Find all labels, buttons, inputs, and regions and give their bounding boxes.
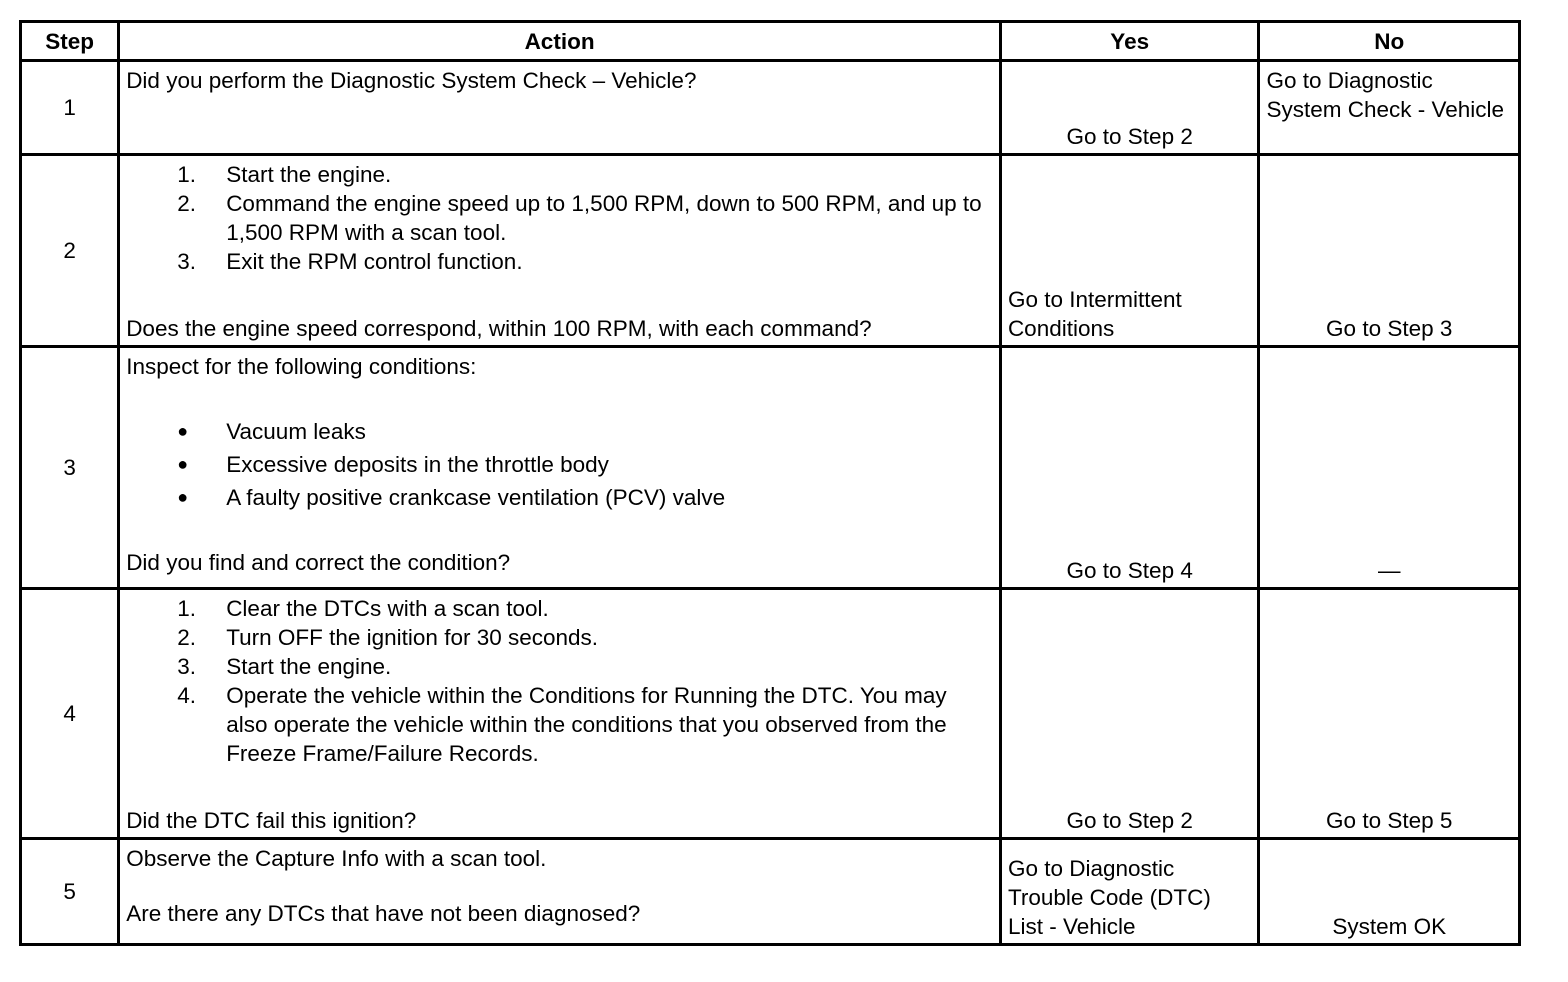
action-cell xyxy=(119,347,1001,589)
header-row xyxy=(21,22,1520,61)
no-cell: Go to Diagnostic System Check - Vehicle xyxy=(1259,61,1520,155)
list-item: 3. Start the engine. xyxy=(177,654,392,679)
list-item: 1. Start the engine. xyxy=(177,162,392,187)
list-item: ● Excessive deposits in the throttle body xyxy=(177,452,609,477)
action-cell xyxy=(119,155,1001,347)
list-item: 1. Clear the DTCs with a scan tool. xyxy=(177,596,549,621)
yes-cell: Go to Diagnostic Trouble Code (DTC) List - Vehicle xyxy=(1000,839,1259,945)
question-text: Did you find and correct the condition? xyxy=(126,550,511,575)
yes-cell: Go to Step 2 xyxy=(1000,589,1259,839)
condition-list xyxy=(126,415,993,514)
list-item: 2. Command the engine speed up to 1,500 RPM, down to 500 RPM, and up to 1,500 RPM with a scan tool. xyxy=(177,191,982,245)
instruction-list xyxy=(126,594,993,768)
list-item: 4. Operate the vehicle within the Conditions for Running the DTC. You may also operate the vehicle within the conditions that you observed from the Freeze Frame/Failure Records. xyxy=(177,683,947,766)
header-yes: Yes xyxy=(1000,22,1259,61)
list-item: ● Vacuum leaks xyxy=(177,419,366,444)
header-action: Action xyxy=(119,22,1001,61)
intro-text: Inspect for the following conditions: xyxy=(126,354,477,379)
question-text: Did the DTC fail this ignition? xyxy=(126,808,417,833)
question-text: Did you perform the Diagnostic System Check – Vehicle? xyxy=(126,68,697,93)
table-row xyxy=(21,839,1520,945)
list-item: 2. Turn OFF the ignition for 30 seconds. xyxy=(177,625,599,650)
no-cell: Go to Step 3 xyxy=(1259,155,1520,347)
step-number: 3 xyxy=(21,347,119,589)
table-row xyxy=(21,155,1520,347)
action-cell xyxy=(119,61,1001,155)
question-text: Are there any DTCs that have not been diagnosed? xyxy=(126,901,641,926)
yes-cell: Go to Step 2 xyxy=(1000,61,1259,155)
action-cell xyxy=(119,839,1001,945)
action-cell xyxy=(119,589,1001,839)
no-cell: System OK xyxy=(1259,839,1520,945)
table-row xyxy=(21,347,1520,589)
no-cell: — xyxy=(1259,347,1520,589)
intro-text: Observe the Capture Info with a scan tool. xyxy=(126,846,547,871)
no-cell: Go to Step 5 xyxy=(1259,589,1520,839)
header-no: No xyxy=(1259,22,1520,61)
table-row xyxy=(21,589,1520,839)
header-step: Step xyxy=(21,22,119,61)
list-item: ● A faulty positive crankcase ventilation (PCV) valve xyxy=(177,485,726,510)
step-number: 4 xyxy=(21,589,119,839)
yes-cell: Go to Step 4 xyxy=(1000,347,1259,589)
step-number: 5 xyxy=(21,839,119,945)
yes-cell: Go to Intermittent Conditions xyxy=(1000,155,1259,347)
table-row xyxy=(21,61,1520,155)
instruction-list xyxy=(126,160,993,276)
list-item: 3. Exit the RPM control function. xyxy=(177,249,523,274)
step-number: 1 xyxy=(21,61,119,155)
diagnostic-table xyxy=(19,20,1521,946)
question-text: Does the engine speed correspond, within 100 RPM, with each command? xyxy=(126,316,872,341)
step-number: 2 xyxy=(21,155,119,347)
